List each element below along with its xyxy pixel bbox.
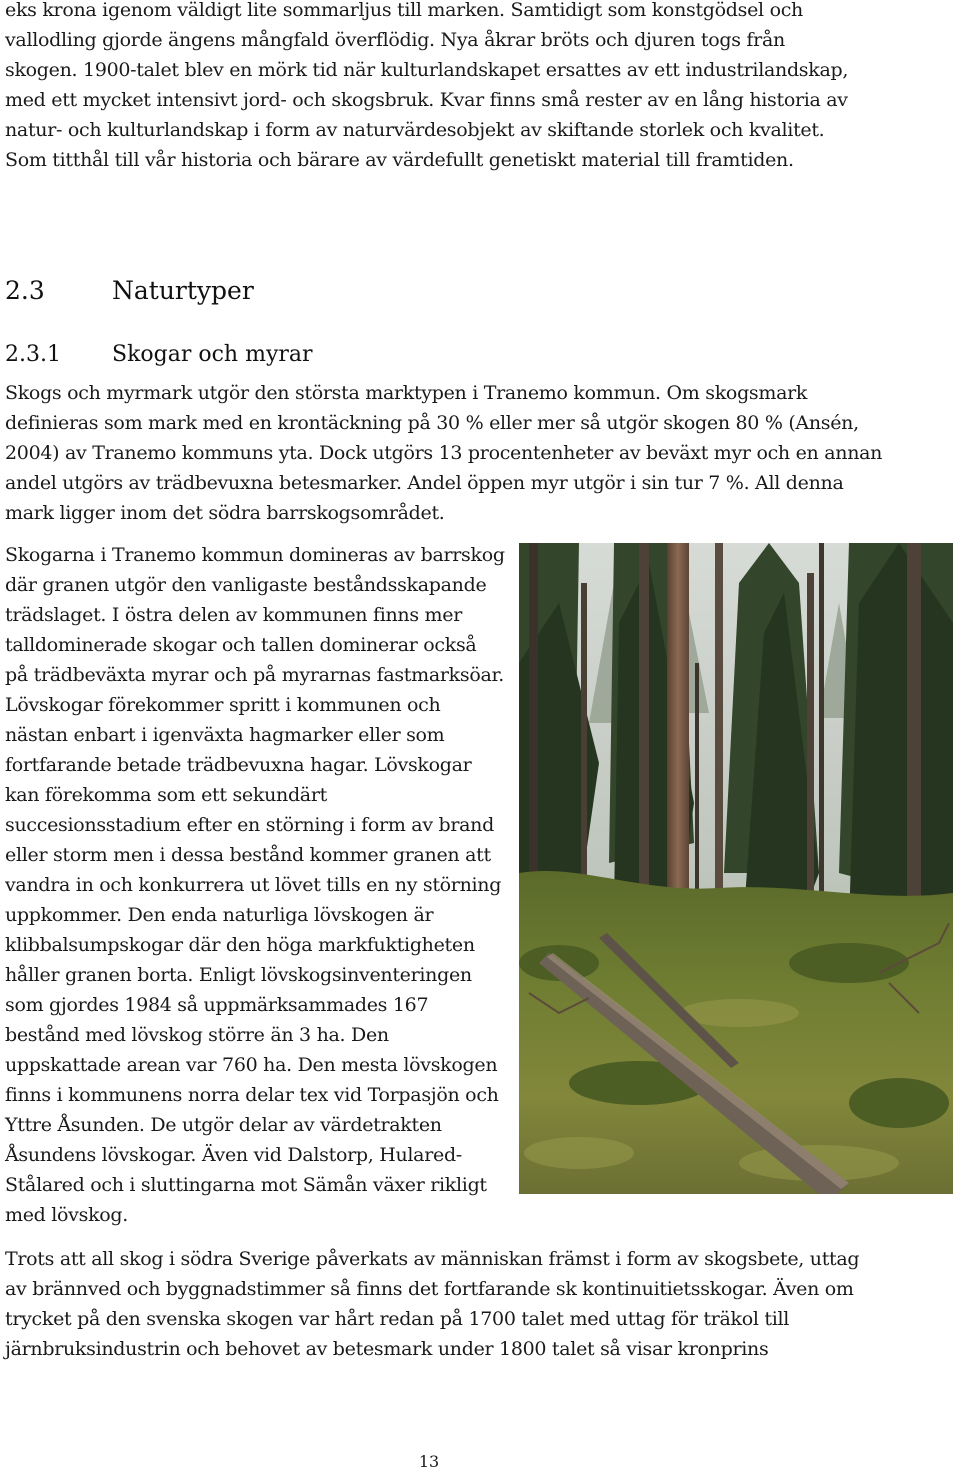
section-title: Naturtyper (112, 276, 254, 305)
intro-paragraph: eks krona igenom väldigt lite sommarljus till marken. Samtidigt som konstgödsel och vallodling gjorde ängens mångfald överflödig. Nya åkrar bröts och djuren togs från skogen. 1900-talet blev en mörk tid när kulturlandskapet ersattes av ett industrilandskap, med ett mycket intensivt jord- och skogsbruk. Kvar finns små rester av en lång historia av natur- och kulturlandskap i form av naturvärdesobjekt av skiftande storlek och kvalitet. Som titthål till vår historia och bärare av värdefullt genetiskt material till framtiden. (5, 0, 849, 171)
skogs-myrmark-paragraph: Skogs och myrmark utgör den största marktypen i Tranemo kommun. Om skogsmark definieras som mark med en krontäckning på 30 % eller mer så utgör skogen 80 % (Ansén, 2004) av Tranemo kommuns yta. Dock utgörs 13 procentenheter av beväxt myr och en annan andel utgörs av trädbevuxna betesmarker. Andel öppen myr utgör i sin tur 7 %. All denna mark ligger inom det södra barrskogsområdet. (5, 382, 883, 524)
subsection-title: Skogar och myrar (112, 342, 313, 367)
page-number: 13 (418, 1452, 440, 1471)
kontinuitet-paragraph: Trots att all skog i södra Sverige påverkats av människan främst i form av skogsbete, uttag av brännved och byggnadstimmer så finns det fortfarande sk kontinuitietsskogar. Även om trycket på den svenska skogen var hårt redan på 1700 talet med uttag för träkol till järnbruksindustrin och behovet av betesmark under 1800 talet så visar kronprins (5, 1248, 860, 1360)
subsection-heading (5, 340, 313, 370)
subsection-number: 2.3.1 (5, 342, 61, 367)
skogarna-paragraph: Skogarna i Tranemo kommun domineras av barrskog där granen utgör den vanligaste beståndsskapande trädslaget. I östra delen av kommunen finns mer talldominerade skogar och tallen dominerar också på trädbeväxta myrar och på myrarnas fastmarksöar. Lövskogar förekommer spritt i kommunen och nästan enbart i igenväxta hagmarker eller som fortfarande betade trädbevuxna hagar. Lövskogar kan förekomma som ett sekundärt succesionsstadium efter en störning i form av brand eller storm men i dessa bestånd kommer granen att vandra in och konkurrera ut lövet tills en ny störning uppkommer. Den enda naturliga lövskogen är klibbalsumpskogar där den höga markfuktigheten håller granen borta. Enligt lövskogsinventeringen som gjordes 1984 så uppmärksammades 167 bestånd med lövskog större än 3 ha. Den uppskattade arean var 760 ha. Den mesta lövskogen finns i kommunens norra delar tex vid Torpasjön och Yttre Åsunden. De utgör delar av värdetrakten Åsundens lövskogar. Även vid Dalstorp, Hulared-Stålared och i sluttingarna mot Sämån växer rikligt med lövskog. (5, 544, 505, 1226)
section-heading (5, 274, 254, 308)
forest-photo-icon (519, 543, 953, 1194)
section-number: 2.3 (5, 276, 45, 305)
